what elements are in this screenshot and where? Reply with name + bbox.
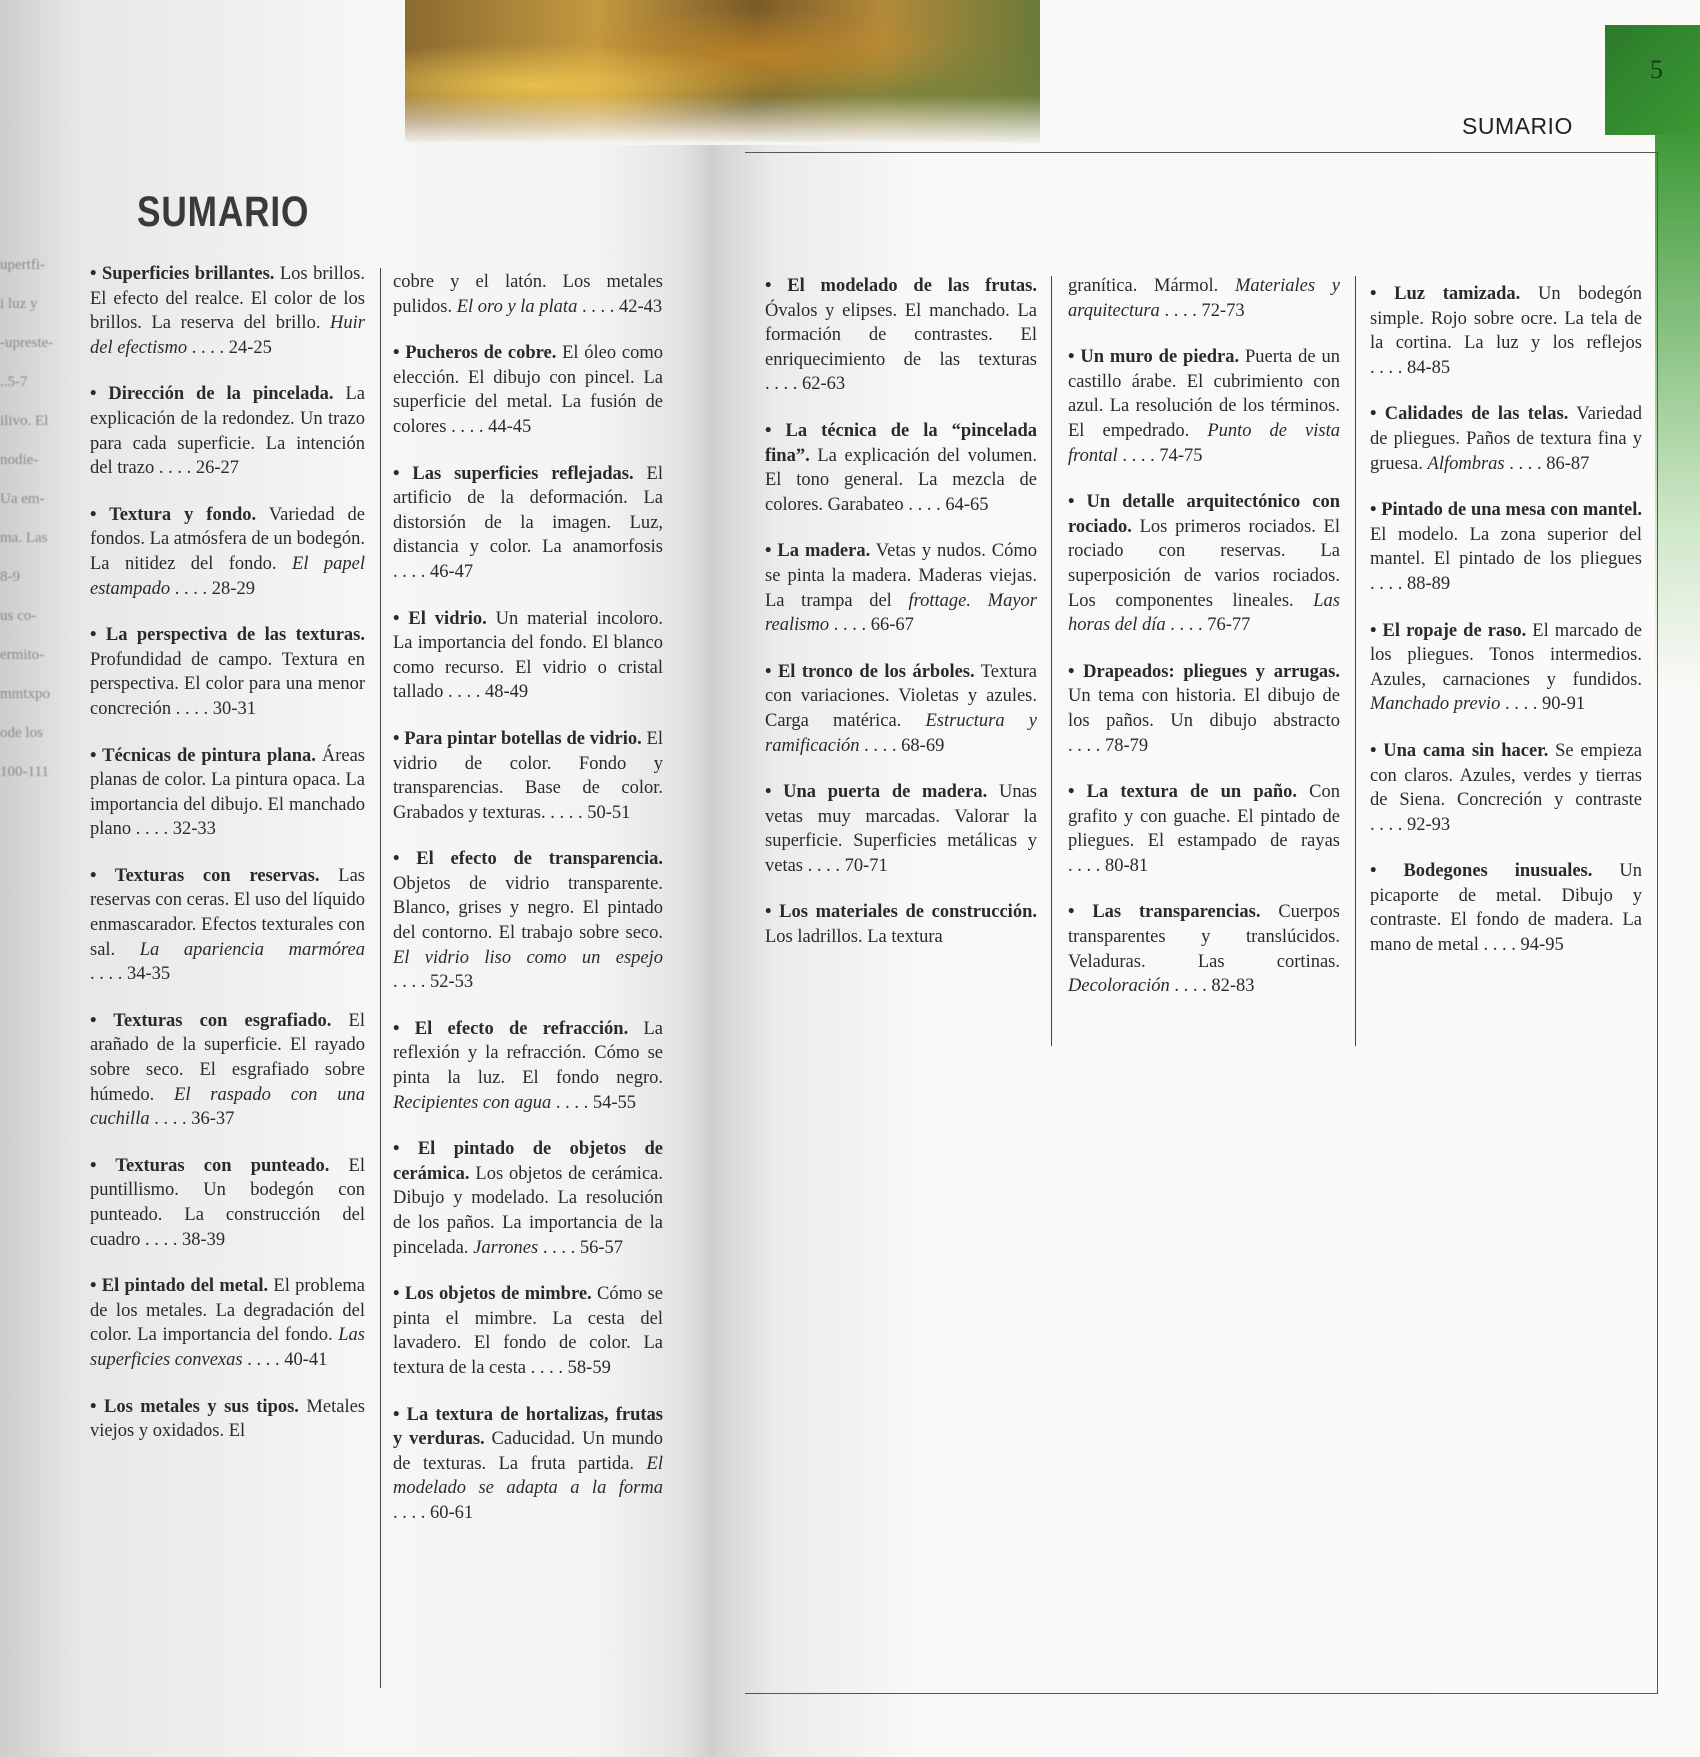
toc-entry-text: Un tema con historia. El dibujo de los paños. Un dibujo abstracto (1068, 686, 1340, 731)
toc-entry-subtitle: Las horas del día (1068, 590, 1340, 636)
previous-page-edge-text (0, 255, 54, 801)
toc-entry-title: • Pintado de una mesa con mantel. (1370, 500, 1642, 521)
toc-entry (393, 270, 663, 319)
toc-entry-subtitle: Huir del efectismo (90, 313, 365, 358)
toc-entry-title: • Pucheros de cobre. (393, 343, 557, 364)
toc-entry-subtitle: Punto de vista frontal (1068, 420, 1340, 466)
toc-entry-text: Cómo se pinta el mimbre. La cesta del lavadero. El fondo de color. La textura de la cesta (393, 1284, 663, 1378)
toc-column-2 (393, 270, 663, 1548)
toc-entry (393, 1282, 663, 1380)
toc-entry-text: Los primeros rociados. El rociado con reservas. La superposición de varios rociados. Los componentes lineales. (1068, 516, 1340, 611)
toc-entry-pages: . . . . 64-65 (903, 494, 989, 515)
toc-entry-title: • El pintado del metal. (90, 1276, 269, 1297)
toc-entry-text: Profundidad de campo. Textura en perspectiva. El color para una menor concreción (90, 649, 365, 719)
toc-entry (1370, 739, 1642, 837)
toc-entry (393, 847, 663, 995)
toc-entry-pages: . . . . 30-31 (171, 698, 256, 719)
toc-entry-text: Los brillos. El efecto del realce. El color de los brillos. La reserva del brillo. (90, 264, 366, 334)
toc-entry-title: • Calidades de las telas. (1370, 404, 1569, 425)
toc-entry-title: • Drapeados: pliegues y arrugas. (1068, 661, 1340, 682)
column-divider (380, 268, 381, 1688)
toc-entry (90, 262, 365, 360)
toc-entry-text: El artificio de la deformación. La distorsión de la imagen. Luz, distancia y color. La anamorfosis (393, 463, 663, 558)
toc-entry-pages: . . . . 48-49 (443, 682, 529, 703)
toc-entry (90, 1154, 365, 1252)
toc-entry-text: Se empieza con claros. Azules, verdes y tierras de Siena. Concreción y contraste (1370, 740, 1642, 811)
toc-entry-subtitle: Las superficies convexas (90, 1325, 365, 1370)
toc-entry-subtitle: El vidrio liso como un espejo (393, 947, 663, 968)
toc-entry (765, 900, 1037, 949)
toc-entry-pages: . . . . 78-79 (1068, 735, 1149, 756)
column-divider (1051, 276, 1052, 1046)
toc-entry-pages: . . . . 62-63 (765, 374, 846, 395)
toc-entry-text: Un picaporte de metal. Dibujo y contraste. El fondo de madera. La mano de metal (1370, 861, 1642, 956)
toc-entry (1068, 660, 1340, 758)
toc-entry (1370, 859, 1642, 957)
page-number: 5 (1650, 55, 1663, 84)
page-title: SUMARIO (137, 188, 310, 236)
toc-entry-pages: . . . . 66-67 (829, 615, 914, 636)
toc-entry-pages: . . . . 34-35 (90, 964, 171, 985)
toc-entry-pages: . . . . 94-95 (1478, 935, 1564, 956)
toc-entry-pages: . . . . 52-53 (393, 972, 474, 993)
edge-fragment: i luz y (0, 296, 38, 312)
toc-entry-text: Metales viejos y oxidados. El (90, 1396, 365, 1442)
toc-entry (393, 727, 663, 825)
toc-entry (393, 462, 663, 585)
toc-entry-subtitle: Recipientes con agua (393, 1092, 552, 1113)
toc-entry-title: • Bodegones inusuales. (1370, 861, 1593, 882)
toc-entry (393, 1137, 663, 1260)
toc-entry-text: El puntillismo. Un bodegón con punteado. La construcción del cuadro (90, 1155, 365, 1250)
toc-entry-title: • La textura de hortalizas, frutas y verduras. (393, 1404, 663, 1450)
running-head: SUMARIO (1462, 113, 1573, 139)
toc-entry (1068, 274, 1340, 323)
edge-fragment: ilivo. El (0, 413, 49, 429)
toc-entry-pages: . . . . 32-33 (131, 819, 216, 840)
toc-entry-subtitle: Estructura y ramificación (765, 710, 1038, 756)
toc-entry (393, 1403, 663, 1526)
toc-entry-subtitle: Decoloración (1068, 976, 1170, 997)
toc-entry-text: Variedad de fondos. La atmósfera de un bodegón. La nitidez del fondo. (90, 504, 365, 574)
edge-fragment: us co- (0, 608, 37, 624)
toc-column-1 (90, 262, 365, 1466)
edge-fragment: nodie- (0, 452, 39, 468)
toc-entry-text: Cuerpos transparentes y translúcidos. Veladuras. Las cortinas. (1068, 902, 1340, 972)
toc-entry-title: • Los materiales de construcción. (765, 902, 1037, 923)
toc-entry-subtitle: El modelado se adapta a la forma (393, 1453, 663, 1499)
toc-entry-text: Las reservas con ceras. El uso del líquido enmascarador. Efectos texturales con sal. (90, 865, 365, 960)
toc-entry-title: • La textura de un paño. (1068, 782, 1298, 803)
toc-entry (90, 382, 365, 480)
edge-fragment: ode los (0, 725, 43, 741)
toc-entry-pages: . . . . 58-59 (526, 1357, 611, 1378)
toc-entry-title: • Un muro de piedra. (1068, 347, 1240, 368)
toc-entry-text: El modelo. La zona superior del mantel. El pintado de los pliegues (1370, 524, 1642, 570)
toc-entry-pages: . . . . 76-77 (1165, 615, 1251, 636)
toc-entry-title: • El modelado de las frutas. (765, 276, 1037, 296)
toc-entry-text: Con grafito y con guache. El pintado de pliegues. El estampado de rayas (1068, 782, 1340, 852)
toc-entry-text: Objetos de vidrio transparente. Blanco, grises y negro. El pintado del contorno. El trabajo sobre seco. (393, 873, 663, 944)
toc-entry-pages: . . . . 56-57 (538, 1237, 624, 1258)
toc-entry-title: • Los objetos de mimbre. (393, 1284, 592, 1305)
edge-fragment: 100-111 (0, 764, 49, 780)
toc-entry (765, 539, 1037, 637)
edge-fragment: -upreste- (0, 335, 54, 351)
toc-entry (1068, 490, 1340, 638)
toc-entry-pages: . . . . 60-61 (393, 1502, 474, 1523)
toc-entry-pages: . . . . 24-25 (187, 337, 272, 358)
toc-entry-pages: . . . . 28-29 (170, 578, 255, 599)
toc-entry (765, 780, 1037, 878)
toc-entry-pages: . . . . 80-81 (1068, 855, 1149, 876)
green-edge-band (1655, 135, 1700, 695)
toc-entry-title: • Texturas con punteado. (90, 1155, 330, 1176)
edge-fragment: Ua em- (0, 491, 45, 507)
toc-entry-pages: . . . . 90-91 (1500, 694, 1586, 715)
toc-entry-pages: . . . . 42-43 (577, 296, 663, 317)
column-divider (1355, 276, 1356, 1046)
toc-entry-text: Vetas y nudos. Cómo se pinta la madera. Maderas viejas. La trampa del (765, 541, 1037, 611)
toc-entry-title: • Los metales y sus tipos. (90, 1396, 299, 1417)
toc-entry (1068, 780, 1340, 878)
edge-fragment: ermito- (0, 647, 45, 663)
toc-entry-pages: . . . . 44-45 (446, 416, 532, 437)
toc-entry-title: • La técnica de la “pincelada fina”. (765, 420, 1037, 466)
toc-entry-subtitle: La apariencia marmórea (139, 939, 365, 960)
toc-entry-subtitle: El oro y la plata (456, 296, 578, 317)
toc-entry-title: • La madera. (765, 541, 871, 562)
toc-entry-pages: . . . . 84-85 (1370, 357, 1451, 378)
toc-entry-subtitle: Materiales y arquitectura (1068, 276, 1340, 321)
toc-entry (765, 274, 1037, 397)
toc-entry (90, 1274, 365, 1372)
toc-entry-text: La explicación de la redondez. Un trazo para cada superficie. La intención del trazo (90, 384, 366, 479)
toc-entry-pages: . . . . 74-75 (1117, 445, 1203, 466)
toc-entry-title: • Textura y fondo. (90, 504, 257, 525)
toc-entry-text: Unas vetas muy marcadas. Valorar la superficie. Superficies metálicas y vetas (765, 782, 1037, 876)
toc-entry-pages: . . . . 92-93 (1370, 814, 1451, 835)
toc-entry (90, 744, 365, 842)
toc-entry-pages: . . . . 88-89 (1370, 573, 1451, 594)
toc-entry-title: • La perspectiva de las texturas. (90, 625, 365, 646)
toc-entry-title: • Para pintar botellas de vidrio. (393, 728, 642, 749)
toc-entry-title: • Técnicas de pintura plana. (90, 745, 316, 766)
toc-entry-title: • Las transparencias. (1068, 902, 1261, 923)
toc-entry-subtitle: Jarrones (473, 1237, 539, 1258)
edge-fragment: ..5-7 (0, 374, 28, 390)
toc-column-3 (765, 274, 1037, 972)
toc-entry-subtitle: Alfombras (1427, 453, 1505, 474)
toc-entry-pages: . . . . 86-87 (1504, 453, 1590, 474)
toc-entry (90, 864, 365, 987)
toc-entry-text: Un material incoloro. La importancia del fondo. El blanco como recurso. El vidrio o cristal tallado (393, 608, 663, 703)
toc-entry-pages: . . . . 40-41 (242, 1349, 328, 1370)
toc-entry-subtitle: El papel estampado (90, 553, 365, 599)
toc-entry-title: • Una cama sin hacer. (1370, 740, 1549, 761)
toc-entry-title: • Una puerta de madera. (765, 782, 988, 803)
toc-entry-text: Los objetos de cerámica. Dibujo y modelado. La resolución de los paños. La importancia de la pincelada. (393, 1163, 663, 1258)
toc-entry-text: El marcado de los pliegues. Tonos intermedios. Azules, carnaciones y fundidos. (1370, 620, 1642, 690)
toc-entry (90, 1009, 365, 1132)
edge-fragment: 8-9 (0, 569, 20, 585)
toc-entry-title: • El pintado de objetos de cerámica. (393, 1139, 663, 1184)
toc-entry-text: Textura con variaciones. Violetas y azules. Carga matérica. (765, 661, 1037, 731)
toc-entry-text: Caducidad. Un mundo de texturas. La fruta partida. (393, 1429, 663, 1474)
toc-entry-text: La reflexión y la refracción. Cómo se pinta la luz. El fondo negro. (393, 1018, 663, 1089)
toc-entry (1370, 402, 1642, 476)
toc-entry (1068, 900, 1340, 998)
edge-fragment: upertfi- (0, 257, 45, 273)
toc-entry-text: Un bodegón simple. Rojo sobre ocre. La tela de la cortina. La luz y los reflejos (1370, 284, 1643, 354)
edge-fragment: ma. Las (0, 530, 48, 546)
toc-entry-pages: . . . . 36-37 (149, 1109, 235, 1130)
edge-fragment: mmtxpo (0, 686, 51, 702)
toc-entry-title: • Luz tamizada. (1370, 284, 1521, 304)
toc-entry (765, 660, 1037, 758)
toc-entry-pages: . . . . 50-51 (545, 802, 631, 823)
toc-entry-pages: . . . . 72-73 (1159, 300, 1245, 321)
toc-entry-text: El arañado de la superficie. El rayado sobre seco. El esgrafiado sobre húmedo. (90, 1010, 365, 1105)
toc-entry-title: • Texturas con esgrafiado. (90, 1010, 332, 1031)
toc-entry-text: cobre y el latón. Los metales pulidos. (393, 272, 663, 317)
toc-entry (765, 419, 1037, 517)
toc-entry (1370, 498, 1642, 596)
toc-entry-text: Óvalos y elipses. El manchado. La formación de contrastes. El enriquecimiento de las texturas (765, 300, 1037, 370)
toc-entry-title: • Las superficies reflejadas. (393, 463, 634, 484)
toc-entry (393, 607, 663, 705)
toc-entry (1068, 345, 1340, 468)
toc-entry-title: • Superficies brillantes. (90, 264, 275, 284)
photo-fade (405, 95, 1040, 145)
toc-entry-title: • El ropaje de raso. (1370, 620, 1527, 641)
toc-entry-text: Áreas planas de color. La pintura opaca. La importancia del dibujo. El manchado plano (90, 745, 365, 840)
toc-entry-title: • El vidrio. (393, 608, 487, 629)
toc-entry (90, 503, 365, 601)
toc-entry-pages: . . . . 70-71 (803, 855, 888, 876)
toc-entry-title: • Un detalle arquitectónico con rociado. (1068, 492, 1340, 537)
toc-entry-text: Variedad de pliegues. Paños de textura fina y gruesa. (1370, 404, 1642, 474)
toc-entry-pages: . . . . 82-83 (1169, 976, 1255, 997)
toc-column-5 (1370, 282, 1642, 980)
toc-entry (90, 1395, 365, 1444)
toc-entry-text: Los ladrillos. La textura (765, 927, 943, 948)
toc-entry (1370, 282, 1642, 380)
toc-entry-subtitle: Manchado previo (1370, 694, 1501, 715)
toc-entry-text: Puerta de un castillo árabe. El cubrimiento con azul. La resolución de los términos. El empedrado. (1068, 347, 1340, 441)
toc-entry-pages: . . . . 54-55 (551, 1092, 637, 1113)
toc-entry-subtitle: frottage. Mayor realismo (765, 590, 1037, 636)
toc-column-4 (1068, 274, 1340, 1021)
toc-entry-title: • Dirección de la pincelada. (90, 384, 334, 405)
toc-entry-text: El problema de los metales. La degradación del color. La importancia del fondo. (90, 1276, 366, 1346)
toc-entry-pages: . . . . 26-27 (154, 458, 239, 479)
toc-entry-text: granítica. Mármol. (1068, 276, 1235, 296)
toc-entry (90, 623, 365, 721)
toc-entry-pages: . . . . 68-69 (859, 735, 945, 756)
toc-entry-subtitle: El raspado con una cuchilla (90, 1084, 365, 1130)
toc-entry-text: La explicación del volumen. El tono general. La mezcla de colores. Garabateo (765, 445, 1037, 515)
toc-entry-title: • El efecto de refracción. (393, 1018, 629, 1039)
toc-entry-title: • Texturas con reservas. (90, 865, 320, 886)
toc-entry (1370, 619, 1642, 717)
toc-entry-text: El óleo como elección. El dibujo con pincel. La superficie del metal. La fusión de colores (393, 343, 663, 437)
toc-entry-title: • El tronco de los árboles. (765, 661, 975, 682)
toc-entry-pages: . . . . 38-39 (140, 1229, 226, 1250)
toc-entry-pages: . . . . 46-47 (393, 561, 474, 582)
toc-entry (393, 341, 663, 439)
toc-entry-title: • El efecto de transparencia. (393, 849, 663, 870)
toc-entry-text: El vidrio de color. Fondo y transparencias. Base de color. Grabados y texturas. (393, 728, 663, 823)
toc-entry (393, 1017, 663, 1115)
